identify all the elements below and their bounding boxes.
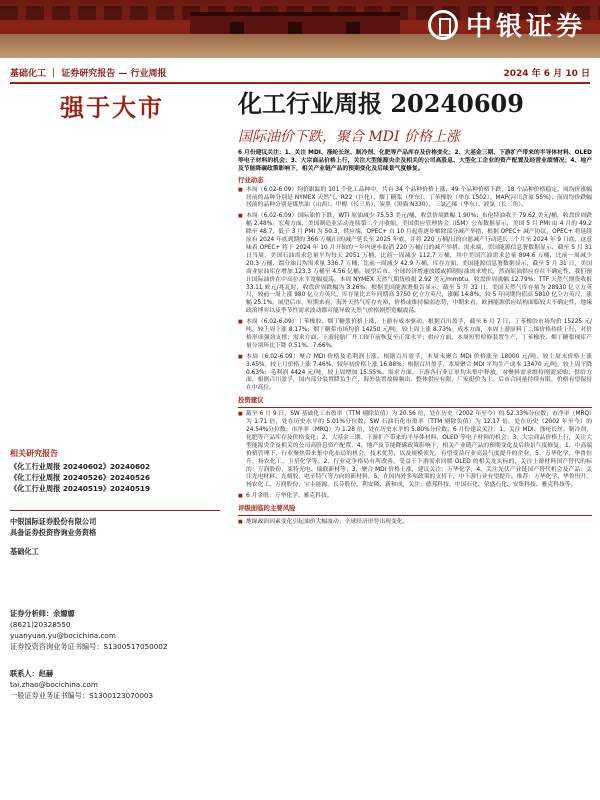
boc-logo-icon	[428, 10, 458, 40]
contact-name: 联系人：赵赫	[10, 669, 54, 678]
related-report-item[interactable]: 《化工行业周报 20240519》20240519	[10, 484, 151, 493]
brand-logo	[428, 6, 586, 43]
industry-label: 基础化工	[10, 547, 39, 556]
report-meta-bar	[10, 66, 590, 80]
contact-cert: 一般证券业务证书编号：S1300123070003	[10, 691, 154, 700]
analyst-phone: (8621)20328550	[10, 620, 71, 629]
report-date: 2024 年 6 月 10 日	[503, 69, 590, 79]
brand-name: 中银证券	[465, 12, 586, 42]
sidebar-divider	[10, 510, 220, 511]
contact-email[interactable]: tai.zhao@bocichina.com	[10, 680, 98, 689]
related-reports-heading: 相关研究报告	[10, 449, 58, 458]
rating-label: 强于大市	[60, 93, 164, 122]
industry-paragraph: ■ 本周（6.02-6.09）国际油价下跌，WTI 原油减少 75.53 美元/桶，收盘价周跌幅 1.90%；布伦特油收于 79.62 美元/桶，收盘价周跌幅 2.48%。宏观方面，美国制造业活动连续第二个月收缩，美国供应管理协会（ISM）公布数据显示，美国 5 月 PMI 由 4 月的 49.2 降至 48.7，低于 3 月 PMI 为 50.3，供应端，OPEC+ 自 10 月起将逐步解除部分减产举措，根据 OPEC+ 减产协议，OPEC+ 将延续原有 2024 年底到期的 366 万桶/日的减产延长至 2025 年底，并将 220 万桶/日的自愿减产行动延长三个月至 2024 年 9 月底，这意味着 OPEC+ 将于 2024 年 10 月开始的一年内逐步取消 220 万桶/日的减产举措。需求端，美国能源信息署数据显示，截至 5 月 31 日当周，美国石油需求总量平均每天 2051 万桶，比前一周减少 112.7 万桶，其中美国汽油需求总量 894.6 万桶，比前一周减少 20.3 万桶，馏分油日均需求量 336.7 万桶，比前一周减少 42.9 万桶，库存方面，美国能源信息署数据显示，截至 5 月 31 日，美国商业原油库存增加 123.3 万桶至 4.56 亿桶。展望后市，全球经济增速放缓或抑制原油需求增长，然而原油供应存在不确定性，我们预计国际油价在中高位水平宽幅震荡。本周 NYMEX 天然气期货收报 2.92 美元/mmbtu，收盘价周涨幅 12.79%；TTF 天然气期货收报 33.11 欧元/兆瓦时，收盘价周跌幅为 3.26%。根据美国能源署报告显示，截至 5 月 31 日，美国天然气库存量为 28930 亿立方英尺，较前一周上涨 980 亿立方英尺，库存量比去年同期高 3750 亿立方英尺，涨幅 14.8%，较 5 年同期均值高 5810 亿立方英尺，涨幅 25.1%。展望后市，短期来看，海外天然气库存充裕，价格或维持偏弱态势，中期来看，欧洲能源供应结构面临较大不确定性，地缘政治博弈以及季节性需求波动都可能导致天然气价格剧烈宽幅震荡。	[238, 213, 592, 316]
report-subtitle: 国际油价下跌，聚合 MDI 价格上涨	[238, 129, 460, 145]
summary-paragraph: 6 月份建议关注：1、关注 MDI、涤纶长丝、制冷剂、化肥等产品库存及价格变化；2、大基金三期、下游扩产带来的半导体材料、OLED 等电子材料的机会；3、大宗商品价格上行，关注大型能源央企及相关的公司高股息、大型化工企业的资产配置及经营业绩情况；4、地产及节能降碳政策影响下，相关产业链产品的预期变化及后续景气度修复。	[238, 150, 592, 172]
analyst-email[interactable]: yuanyuan.yu@bocichina.com	[10, 631, 116, 640]
banner-door	[230, 22, 244, 34]
invest-paragraph: ■ 6 月金股：万华化学、雅克科技。	[238, 493, 592, 501]
header-banner	[0, 0, 600, 58]
analyst-info	[10, 608, 225, 652]
banner-door	[288, 22, 302, 34]
risk-paragraph: ■ 地缘政治因素变化引起油价大幅波动；全球经济形势出现变化。	[238, 519, 592, 527]
section-heading-industry: 行业动态	[238, 175, 264, 184]
industry-paragraph: ■ 本周（6.02-6.09）丁苯橡胶、烟丁糖浆价格上涨，上游有成本驱动。根据百川盈孚，截至 6 月 7 日，丁苯橡胶市场均价 15225 元/吨，较上周上涨 8.17%；烟丁糖浆市场均价 14250 元/吨，较上周上涨 8.73%。成本方面，本周上游原料丁二烯价格持续上行，对价格形成强劲支撑；需求方面，下游轮胎厂开工较节前恢复至正常水平；供应方面，本周短暂检修装置生产，丁苯橡胶、烟丁糖浆现库产量分别环比下降 0.51%、7.66%。	[238, 319, 592, 351]
banner-door	[346, 22, 360, 34]
related-report-item[interactable]: 《化工行业周报 20240602》20240602	[10, 462, 151, 471]
section-heading-invest: 投资建议	[238, 397, 592, 408]
invest-paragraph: ■ 截至 6 月 9 日，SW 基础化工市盈率（TTM 剔除负值）为 20.56 倍，处在历史（2002 年至今）的 52.33%分位数；市净率（MRQ）为 1.71 倍，处在历史水平的 5.01%分位数。SW 石油石化市盈率（TTM 剔除负值）为 12.17 倍，处在历史（2002 年至今）的 24.54%分位数；市净率（MRQ）为 1.28 倍，处在历史水平的 5.80%分位数。6 月份建议关注：1、关注 MDI、涤纶长丝、制冷剂、化肥等产品库存及价格变化；2、大基金三期、下游扩产带来的半导体材料、OLED 等电子材料的机会；3、大宗商品价格上行，关注大型能源央企及相关的公司高股息资产配置，4、地产及节能降碳政策影响下，相关产业链产品的预期变化及后续景气度修复。1、中高端价格管理下，行业聚焦带来集中化布局的机会，技术优势，以及规模领先，有望受益行业高景气度提升的企业，5、万华化学、华鲁恒升、扬农化工、卫星化学等。2、行业竞争格局有所改善，受益于下游需求回暖 OLED 的相关龙头标的，关注上游材料国产替代的标的：万润股份、莱特光电、瑞联新材等；3、聚合 MDI 价格上涨，建议关注：万华化学，4、关注光伏产业链国产替代机会及产品：关注光电材料、光刻胶、电子特气等方向的新材料，5、在国内外多项政策的支持下，中下游行业有望提升。推荐：万华化学、华鲁恒升、扬农化工、万润股份、宝丰能源、长芬股份、利安隆、新和成，关注：德邦科技、中国石化、荣盛石化、安集科技、雅克科技等。	[238, 411, 592, 490]
related-report-item[interactable]: 《化工行业周报 20240526》20240526	[10, 473, 151, 482]
analyst-name: 证券分析师：余嫄嫄	[10, 609, 75, 618]
related-reports	[10, 448, 225, 494]
report-body	[238, 150, 592, 530]
analyst-cert: 证券投资咨询业务证书编号：S1300517050002	[10, 642, 168, 651]
industry-paragraph: ■ 本周（6.02-6.09）均价跟踪的 101 个化工品种中，共有 34 个品种价格上涨，49 个品种价格下跌，18 个品种价格稳定。周均价涨幅居前的品种分别是 NYMEX 天然气、R22（巨化）、烟丁糖浆（华东）、丁苯橡胶（华东 1502）、MAP(河川含氮 55%)；而周均价跌幅居前的品种分别是煤焦油（山西）、甲醇（长三角）、炭黑（黑猫 N330）、三氯乙烯（华东）、液氯（长三角）。	[238, 187, 592, 211]
company-info: 中银国际证券股份有限公司 具备证券投资咨询业务资格	[10, 517, 97, 537]
industry-paragraph: ■ 本周（6.02-6.09）聚合 MDI 价格及毛利润上涨。根据百川盈孚，本周末聚合 MDI 价格涨至 18000 元/吨，较上周末价格上涨 3.45%，较上月价格上涨 7.46%，较年初价格上涨 16.88%；根据百川盈孚，本周聚合 MDI 平均生产成本 13470 元/吨，较上周下降 0.63%；毛利润 4424 元/吨，较上周增加 15.55%。需求方面，下游各行业订单均未集中释放，对聚料需求维持刚需采购；供给方面，根据百川盈孚，国内部分装置降负生产，海外装置故障频出，整体供应有限，厂家挺价为主。后市合同量持续有限，价格有望保持在中高位。	[238, 354, 592, 394]
report-category: 基础化工 ｜ 证券研究报告 — 行业周报	[10, 69, 167, 79]
report-title: 化工行业周报 20240609	[238, 89, 524, 118]
contact-info	[10, 668, 225, 701]
section-heading-risk: 评级面临的主要风险	[238, 505, 592, 516]
